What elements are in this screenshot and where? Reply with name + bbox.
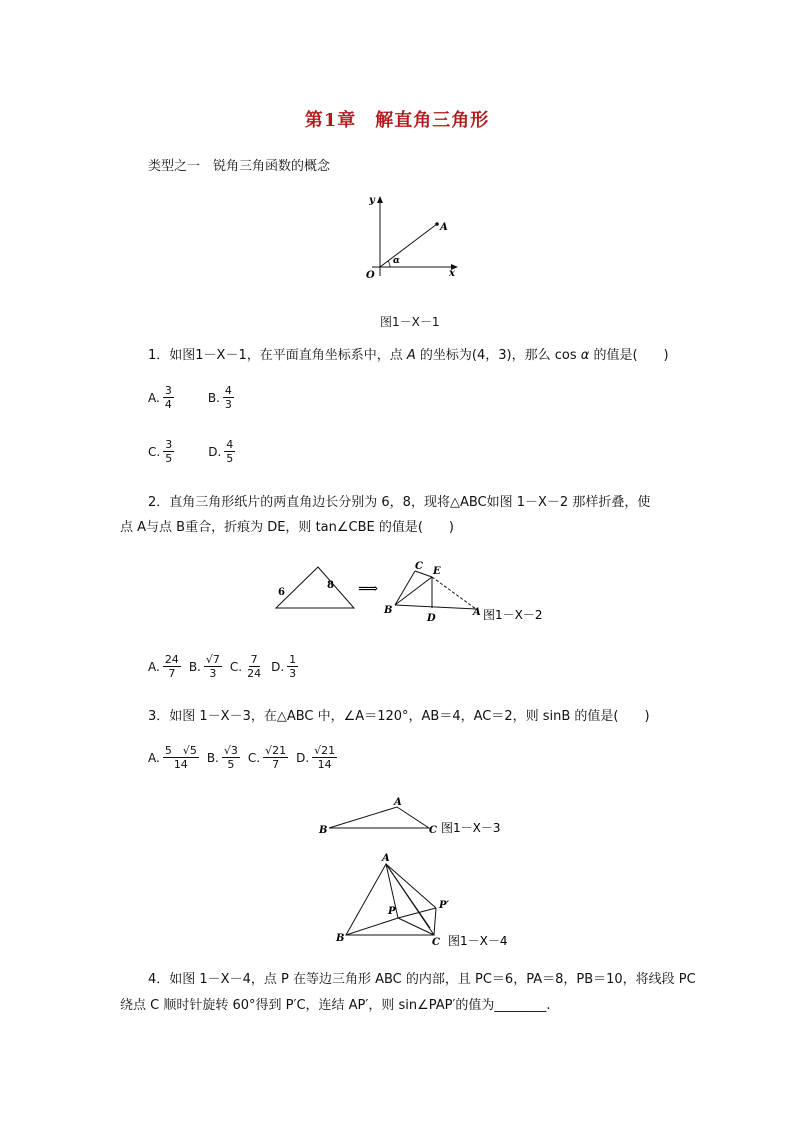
fold-arrow-icon: ⟹ [358,581,379,597]
segment-be [395,577,432,605]
label-b: B [384,605,393,616]
question-2-line-2: 点 A与点 B重合，折痕为 DE，则 tan∠CBE 的值是( ) [120,520,455,535]
label-alpha: α [393,256,400,266]
ray-oa [380,224,437,267]
label-a: A [473,607,481,618]
q3-option-c[interactable]: C. $\frac{√21}{7}$ [247,744,287,771]
label-b: B [336,933,345,944]
label-a: A [440,222,448,233]
segment-ea-dashed [432,577,476,609]
q1-option-c[interactable]: C. $\frac{3}{5}$ [148,438,173,465]
figure-1-caption: 图1－X－1 [380,315,440,329]
label-b: B [319,825,328,836]
segment-cp-prime [434,908,436,935]
question-4-line-1: 4．如图 1－X－4，点 P 在等边三角形 ABC 的内部，且 PC＝6，PA＝8，PB＝10，将线段 PC [148,972,696,987]
label-o: O [366,270,375,281]
figure-2-caption: 图1－X－2 [483,608,543,622]
q2-option-b[interactable]: B. $\frac{√7}{3}$ [188,653,220,680]
q1-options-row-2 [148,438,237,465]
q3-option-a[interactable]: A. $\frac{5 √5}{14}$ [148,744,197,771]
figure-4-caption: 图1－X－4 [448,934,508,948]
q2-option-c[interactable]: C. $\frac{7}{24}$ [229,653,262,680]
label-a: A [394,797,402,808]
triangle-abc [346,864,434,935]
label-six: 6 [278,587,285,598]
q1-option-d[interactable]: D. $\frac{4}{5}$ [208,438,234,465]
angle-arc [388,261,390,267]
figure-1-x-2 [270,555,560,630]
q3-option-d[interactable]: D. $\frac{√21}{14}$ [296,744,336,771]
chapter-title: 第1章 解直角三角形 [304,110,490,131]
label-p-prime: P′ [439,900,450,911]
label-c: C [415,561,423,572]
question-2-line-1: 2．直角三角形纸片的两直角边长分别为 6，8，现将△ABC如图 1－X－2 那样折叠，使 [148,495,651,510]
label-d: D [427,613,436,624]
label-y: y [369,195,375,206]
label-c: C [429,825,437,836]
label-x: x [449,268,455,279]
section-heading: 类型之一 锐角三角函数的概念 [148,159,331,174]
segment-bd [395,605,476,609]
label-e: E [433,566,441,577]
label-c: C [432,937,440,948]
label-p: P [388,906,396,917]
q2-option-a[interactable]: A. $\frac{24}{7}$ [148,653,179,680]
y-arrow [377,196,383,203]
q3-option-b[interactable]: B. $\frac{√3}{5}$ [206,744,238,771]
segment-bc [395,571,415,605]
triangle-abc [329,807,429,828]
q1-option-a[interactable]: A. $\frac{3}{4}$ [148,384,172,411]
point-a [435,222,439,226]
triangle-original [276,567,354,608]
figure-1-x-1 [360,192,470,284]
q2-options [148,653,300,680]
figure-1-x-3 [315,795,515,840]
label-a: A [382,853,390,864]
figure-1-x-4 [330,848,530,953]
label-eight: 8 [327,580,334,591]
question-3: 3．如图 1－X－3，在△ABC 中，∠A＝120°，AB＝4，AC＝2，则 sinB 的值是( ) [148,709,650,724]
figure-3-caption: 图1－X－3 [441,821,501,835]
q3-options [148,744,339,771]
question-4-line-2: 绕点 C 顺时针旋转 60°得到 P′C，连结 AP′，则 sin∠PAP′的值为________. [120,998,551,1013]
q1-options-row-1 [148,384,236,411]
q2-option-d[interactable]: D. $\frac{1}{3}$ [271,653,297,680]
q1-option-b[interactable]: B. $\frac{4}{3}$ [207,384,232,411]
question-1: 1．如图1－X－1，在平面直角坐标系中，点 A 的坐标为(4，3)，那么 cos α 的值是( ) [148,348,669,363]
